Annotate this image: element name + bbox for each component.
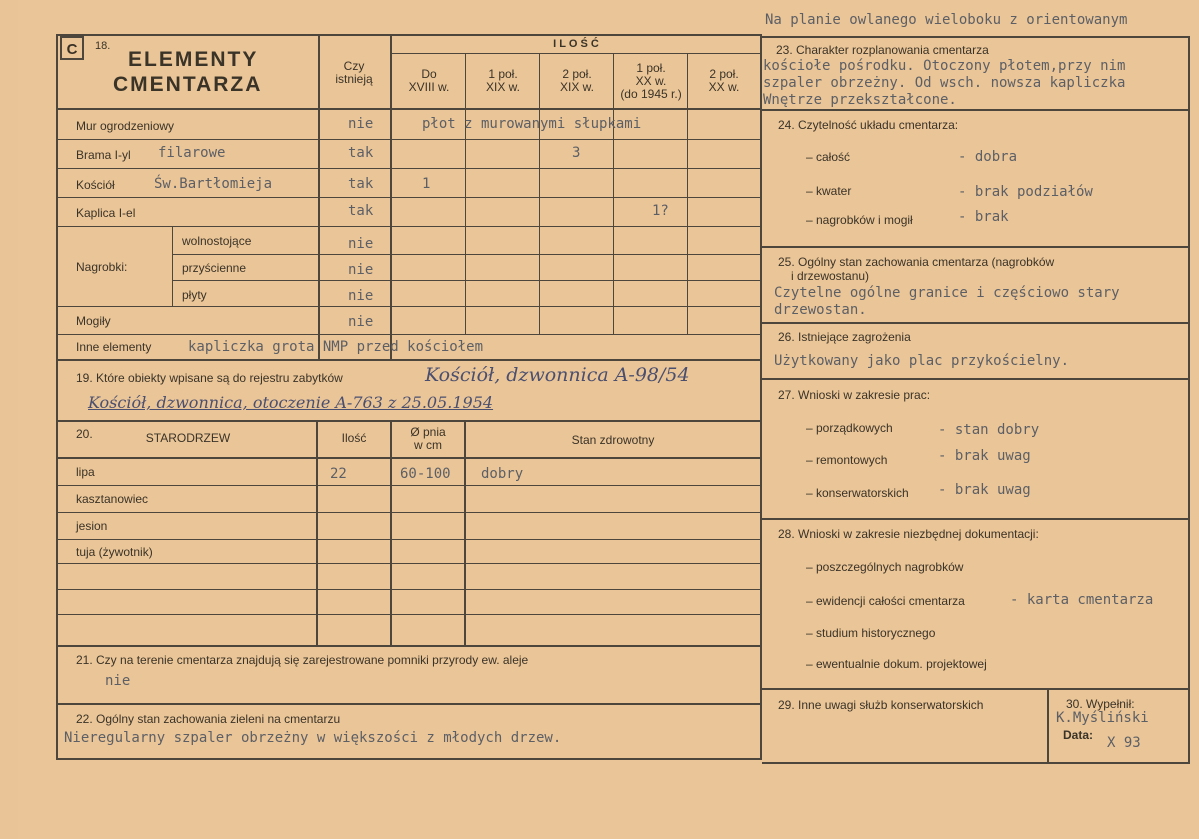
section-22-answer: Nieregularny szpaler obrzeżny w większości z młodych drzew. [64,730,562,746]
row-label-nagrobki: Nagrobki: [76,260,128,274]
section-18-number: 18. [95,40,111,52]
kosciol-count-value: 1 [422,176,431,192]
czytelnosc-nagrobkow-label: – nagrobków i mogił [806,213,913,227]
row-label-mogily: Mogiły [76,314,111,328]
section-30-label: 30. Wypełnił: [1066,697,1135,711]
frame-line [56,34,58,760]
grid-line [316,420,318,646]
grid-line [172,254,760,255]
grid-line [56,359,762,361]
section-30-date-value: X 93 [1107,735,1141,751]
row-label-plyty: płyty [182,288,207,302]
brama-name-value: filarowe [158,145,226,161]
period-header-xviii: Do XVIII w. [408,67,450,94]
prace-konserwatorskie-label: – konserwatorskich [806,486,909,500]
row-label-brama: Brama I-yl [76,148,131,162]
plyty-exists-value: nie [348,288,374,304]
period-header-2p-xx: 2 poł. XX w. [708,67,740,94]
dokumentacja-ewidencji: – ewidencji całości cmentarza [806,594,965,608]
grid-line [56,334,760,335]
frame-line [56,34,762,36]
czytelnosc-kwater-value: - brak podziałów [958,184,1093,200]
kaplica-exists-value: tak [348,203,374,219]
pien-column-header: Ø pnia w cm [410,425,446,452]
section-28-question: 28. Wnioski w zakresie niezbędnej dokumentacji: [778,527,1039,541]
grid-line [539,53,540,335]
frame-line [56,758,762,760]
period-header-2p-xix: 2 poł. XIX w. [559,67,594,94]
kosciol-exists-value: tak [348,176,374,192]
section-21-question: 21. Czy na terenie cmentarza znajdują się zarejestrowane pomniki przyrody ew. aleje [76,653,529,667]
grid-line [464,420,466,646]
top-note: Na planie owlanego wieloboku z orientowanym [765,12,1128,28]
grid-line [172,280,760,281]
czytelnosc-calosc-label: – całość [806,150,851,164]
dokumentacja-ewidencji-value: - karta cmentarza [1010,592,1154,608]
section-20-number: 20. [76,427,93,441]
grid-line [56,139,760,140]
tree-row-name: tuja (żywotnik) [76,545,153,559]
grid-line [56,614,760,615]
grid-line [762,322,1190,324]
grid-line [56,197,760,198]
grid-line [687,53,688,335]
inne-elementy-value: kapliczka grota NMP przed kościołem [188,339,484,355]
stan-column-header: Stan zdrowotny [571,433,655,447]
grid-line [56,485,760,486]
section-25-question-2: i drzewostanu) [791,269,870,283]
czytelnosc-kwater-label: – kwater [806,184,852,198]
tree-row-count: 22 [330,466,347,482]
dokumentacja-nagrobkow: – poszczególnych nagrobków [806,560,964,574]
grid-line [613,53,614,335]
czytelnosc-nagrobkow-value: - brak [958,209,1009,225]
czytelnosc-calosc-value: - dobra [958,149,1018,165]
row-label-inne: Inne elementy [76,340,152,354]
row-label-przyscienne: przyścienne [182,261,247,275]
brama-exists-value: tak [348,145,374,161]
grid-line [465,53,466,335]
section-19-question: 19. Które obiekty wpisane są do rejestru zabytków [76,371,343,385]
grid-line [390,420,392,646]
section-29-question: 29. Inne uwagi służb konserwatorskich [778,698,984,712]
section-30-name: K.Myśliński [1056,710,1149,726]
row-label-kaplica: Kaplica I-el [76,206,136,220]
grid-line [56,108,762,110]
row-label-mur: Mur ogrodzeniowy [76,119,175,133]
mur-note-value: płot z murowanymi słupkami [422,116,642,132]
grid-line [56,420,762,422]
frame-line [1188,36,1190,764]
section-18-title-line2: CMENTARZA [113,73,263,96]
ilosc-header: I L O Ś Ć [553,38,599,50]
dokumentacja-projektowa: – ewentualnie dokum. projektowej [806,657,987,671]
grid-line [56,457,762,459]
kosciol-name-value: Św.Bartłomieja [154,176,273,192]
section-23-line3: Wnętrze przekształcone. [763,92,957,108]
mur-exists-value: nie [348,116,374,132]
tree-row-name: lipa [76,465,95,479]
row-label-kosciol: Kościół [76,178,115,192]
section-23-line1: kościołe pośrodku. Otoczony płotem,przy nim [763,58,1126,74]
row-label-wolnostojace: wolnostojące [182,234,252,248]
section-30-date-label: Data: [1063,728,1094,742]
section-25-line1: Czytelne ogólne granice i częściowo stary [774,285,1120,301]
frame-line [760,34,762,760]
grid-line [56,226,760,227]
section-27-question: 27. Wnioski w zakresie prac: [778,388,931,402]
tree-row-state: dobry [481,466,524,482]
grid-line [56,563,760,564]
frame-line [762,762,1190,764]
grid-line [762,518,1190,520]
section-23-question: 23. Charakter rozplanowania cmentarza [776,43,989,57]
section-24-question: 24. Czytelność układu cmentarza: [778,118,959,132]
grid-line [56,168,760,169]
grid-line [762,378,1190,380]
mogily-exists-value: nie [348,314,374,330]
section-23-line2: szpaler obrzeżny. Od wsch. nowsza kapliczka [763,75,1126,91]
dokumentacja-studium: – studium historycznego [806,626,936,640]
tree-row-diameter: 60-100 [400,466,451,482]
prace-porzadkowe-value: - stan dobry [938,422,1040,438]
grid-line [172,226,173,306]
grid-line [56,589,760,590]
grid-line [56,703,762,705]
grid-line [56,306,760,307]
period-header-1p-xix: 1 poł. XIX w. [485,67,520,94]
prace-porzadkowe-label: – porządkowych [806,421,893,435]
section-26-question: 26. Istniejące zagrożenia [778,330,911,344]
section-letter-box: C [60,36,84,60]
grid-line [56,512,760,513]
grid-line [390,53,760,54]
przyscienne-exists-value: nie [348,262,374,278]
prace-remontowe-label: – remontowych [806,453,888,467]
ilosc-column-header: Ilość [341,431,367,445]
section-26-answer: Użytkowany jako plac przykościelny. [774,353,1070,369]
section-19-answer-1: Kościół, dzwonnica A-98/54 [425,364,690,386]
starodrzew-header: STARODRZEW [145,431,231,445]
section-18-title-line1: ELEMENTY [128,48,259,71]
grid-line [56,645,762,647]
section-22-question: 22. Ogólny stan zachowania zieleni na cmentarzu [76,712,341,726]
grid-line [1047,688,1049,762]
frame-line [762,36,1190,38]
tree-row-name: jesion [76,519,108,533]
grid-line [762,688,1190,690]
prace-konserwatorskie-value: - brak uwag [938,482,1031,498]
prace-remontowe-value: - brak uwag [938,448,1031,464]
czy-istnieja-header: Czy istnieją [335,59,373,86]
period-header-1p-xx: 1 poł. XX w. (do 1945 r.) [620,61,682,101]
section-19-answer-2: Kościół, dzwonnica, otoczenie A-763 z 25.05.1954 [88,393,494,412]
kaplica-count-value: 1? [652,203,669,219]
card-edge [0,0,18,839]
section-21-answer: nie [105,673,131,689]
section-25-line2: drzewostan. [774,302,867,318]
tree-row-name: kasztanowiec [76,492,149,506]
wolnostojace-exists-value: nie [348,236,374,252]
grid-line [56,539,760,540]
grid-line [762,246,1190,248]
brama-count-value: 3 [572,145,581,161]
grid-line [762,109,1190,111]
section-25-question-1: 25. Ogólny stan zachowania cmentarza (nagrobków [778,255,1055,269]
